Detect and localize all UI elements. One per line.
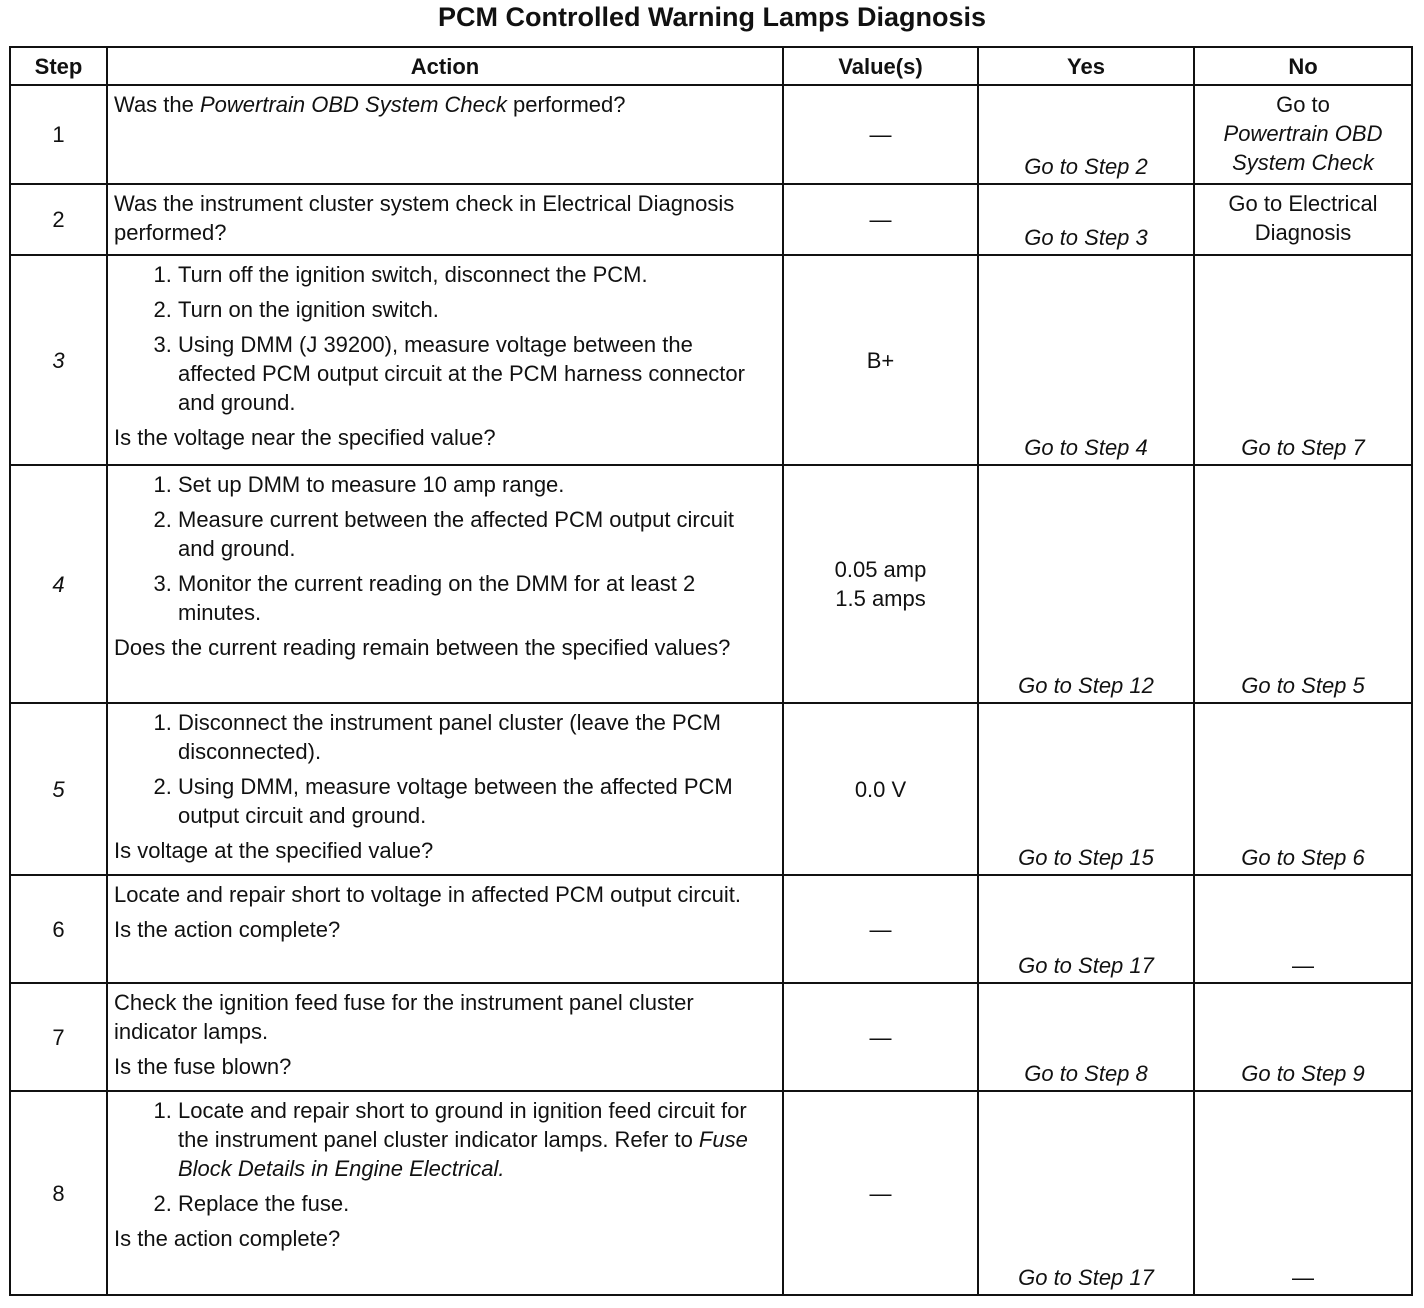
procedure-step-text: Locate and repair short to ground in ignition feed circuit for the instrument panel cluster indicator lamps. Refer to (178, 1098, 747, 1152)
action-cell (107, 1091, 783, 1295)
step-number: 3 (10, 255, 107, 465)
procedure-step (178, 1096, 776, 1183)
table-row (10, 85, 1412, 184)
no-cell (1194, 85, 1412, 184)
value-text: 1.5 amps (835, 586, 926, 611)
action-cell (107, 255, 783, 465)
table-row (10, 703, 1412, 875)
action-text: performed? (506, 92, 626, 117)
table-row (10, 983, 1412, 1091)
procedure-step: 2. Replace the fuse. (178, 1189, 776, 1218)
action-question: Is the action complete? (114, 917, 341, 942)
table-row (10, 875, 1412, 983)
value-cell: — (783, 1091, 978, 1295)
step-number: 4 (10, 465, 107, 703)
procedure-step: 3. Monitor the current reading on the DMM for at least 2 minutes. (178, 569, 776, 627)
action-question: Is the action complete? (114, 1226, 341, 1251)
action-text: Check the ignition feed fuse for the instrument panel cluster indicator lamps. (114, 990, 694, 1044)
action-cell (107, 983, 783, 1091)
value-cell: — (783, 85, 978, 184)
yes-cell: Go to Step 4 (978, 255, 1194, 465)
step-number: 1 (10, 85, 107, 184)
table-row (10, 255, 1412, 465)
value-cell: — (783, 184, 978, 255)
action-cell (107, 85, 783, 184)
diagnosis-table (9, 46, 1413, 1296)
step-number: 8 (10, 1091, 107, 1295)
procedure-step: 2. Turn on the ignition switch. (178, 295, 776, 324)
value-cell (783, 465, 978, 703)
yes-cell: Go to Step 12 (978, 465, 1194, 703)
value-cell: — (783, 875, 978, 983)
action-question: Is the voltage near the specified value? (114, 425, 496, 450)
yes-cell: Go to Step 15 (978, 703, 1194, 875)
action-text-emphasis: Powertrain OBD System Check (200, 92, 507, 117)
procedure-step: 2. Measure current between the affected PCM output circuit and ground. (178, 505, 776, 563)
action-text: Was the instrument cluster system check in Electrical Diagnosis performed? (114, 191, 735, 245)
no-cell: — (1194, 875, 1412, 983)
procedure-step: 1. Turn off the ignition switch, disconnect the PCM. (178, 260, 776, 289)
procedure-step: 1. Disconnect the instrument panel cluster (leave the PCM disconnected). (178, 708, 776, 766)
step-number: 5 (10, 703, 107, 875)
no-text: Go to (1276, 92, 1330, 117)
header-row (10, 47, 1412, 85)
step-number: 2 (10, 184, 107, 255)
no-cell: — (1194, 1091, 1412, 1295)
no-cell: Go to Step 6 (1194, 703, 1412, 875)
header-yes: Yes (978, 47, 1194, 85)
yes-cell: Go to Step 3 (978, 184, 1194, 255)
header-no: No (1194, 47, 1412, 85)
procedure-step: 2. Using DMM, measure voltage between the affected PCM output circuit and ground. (178, 772, 776, 830)
page-title: PCM Controlled Warning Lamps Diagnosis (437, 2, 987, 32)
table-row (10, 465, 1412, 703)
yes-cell: Go to Step 8 (978, 983, 1194, 1091)
value-cell: 0.0 V (783, 703, 978, 875)
action-question: Does the current reading remain between the specified values? (114, 635, 731, 660)
header-values: Value(s) (783, 47, 978, 85)
header-action: Action (107, 47, 783, 85)
procedure-list (114, 470, 776, 627)
action-cell (107, 875, 783, 983)
procedure-list (114, 1096, 776, 1218)
table-row (10, 1091, 1412, 1295)
action-cell (107, 184, 783, 255)
action-text: Locate and repair short to voltage in affected PCM output circuit. (114, 882, 741, 907)
no-cell: Go to Electrical Diagnosis (1194, 184, 1412, 255)
procedure-step: 3. Using DMM (J 39200), measure voltage between the affected PCM output circuit at the PCM harness connector and ground. (178, 330, 776, 417)
value-text: 0.05 amp (834, 557, 927, 582)
action-text: Was the (114, 92, 200, 117)
yes-cell: Go to Step 17 (978, 1091, 1194, 1295)
procedure-step-emphasis: Fuse Block Details in Engine Electrical. (178, 1127, 748, 1181)
action-cell (107, 465, 783, 703)
table-row (10, 184, 1412, 255)
action-question: Is the fuse blown? (114, 1054, 292, 1079)
no-text-emphasis: Powertrain OBD System Check (1223, 121, 1383, 175)
step-number: 6 (10, 875, 107, 983)
procedure-list (114, 708, 776, 830)
header-step: Step (10, 47, 107, 85)
action-question: Is voltage at the specified value? (114, 838, 434, 863)
value-cell: B+ (783, 255, 978, 465)
procedure-step: 1. Set up DMM to measure 10 amp range. (178, 470, 776, 499)
yes-cell: Go to Step 17 (978, 875, 1194, 983)
no-cell: Go to Step 7 (1194, 255, 1412, 465)
step-number: 7 (10, 983, 107, 1091)
action-cell (107, 703, 783, 875)
procedure-list (114, 260, 776, 417)
no-cell: Go to Step 5 (1194, 465, 1412, 703)
value-cell: — (783, 983, 978, 1091)
yes-cell: Go to Step 2 (978, 85, 1194, 184)
no-cell: Go to Step 9 (1194, 983, 1412, 1091)
